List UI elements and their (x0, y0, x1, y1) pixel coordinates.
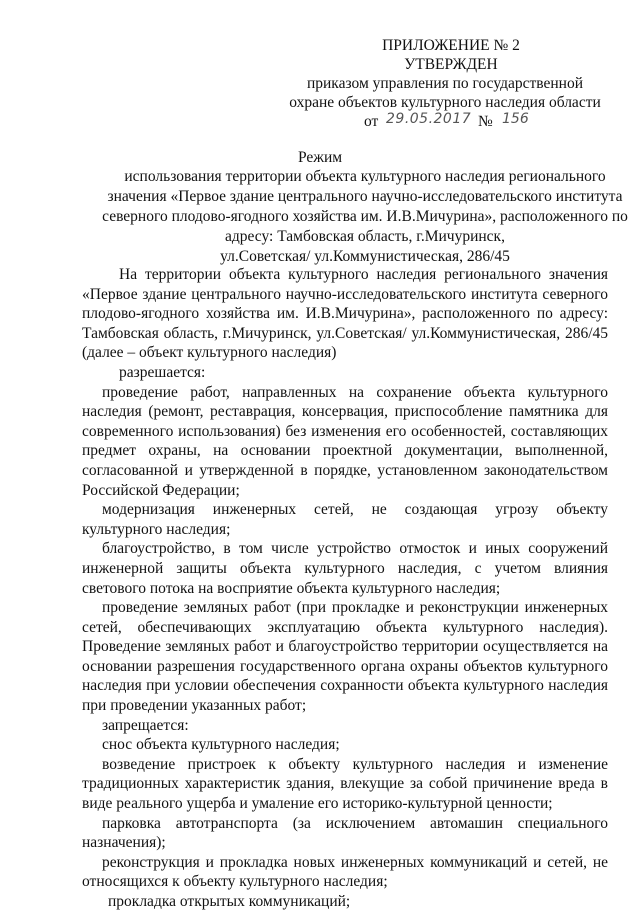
appendix-number: ПРИЛОЖЕНИЕ № 2 (382, 37, 520, 54)
number-label: № (478, 113, 493, 130)
forbidden-item: возведение пристроек к объекту культурного наследия и изменение традиционных характеристик здания, влекущие за собой причинение вреда в виде реального ущерба и умаление его историко-культурной ценности; (82, 755, 608, 813)
allowed-item: проведение работ, направленных на сохранение объекта культурного наследия (ремонт, реставрация, консервация, приспособление памятника для современного использования) без изменения его особенностей, составляющих предмет охраны, на основании проектной документации, выполненной, согласованной и утвержденной в порядке, установленном законодательством Российской Федерации; (82, 383, 608, 499)
subtitle-line: адресу: Тамбовская область, г.Мичуринск, (225, 228, 505, 245)
forbidden-label: запрещается: (102, 716, 189, 734)
intro-paragraph: На территории объекта культурного наследия регионального значения «Первое здание центрального научно-исследовательского института северного плодово-ягодного хозяйства им. И.В.Мичурина», расположенного по адресу: Тамбовская область, г.Мичуринск, ул.Советская/ ул.Коммунистическая, 286/45 (далее – объект культурного наследия) (82, 266, 608, 362)
subtitle-line: северного плодово-ягодного хозяйства им. И.В.Мичурина», расположенного по (102, 208, 628, 225)
order-line-1: приказом управления по государственной (306, 75, 584, 92)
subtitle-line: значения «Первое здание центрального научно-исследовательского института (107, 188, 623, 205)
allowed-item: модернизация инженерных сетей, не создающая угрозу объекту культурного наследия; (82, 501, 608, 538)
forbidden-item: прокладка открытых коммуникаций; (108, 893, 351, 910)
subtitle-line: использования территории объекта культурного наследия регионального (124, 168, 606, 185)
handwritten-date: 29.05.2017 (386, 111, 472, 127)
subtitle-line: ул.Советская/ ул.Коммунистическая, 286/45 (220, 248, 510, 265)
allowed-item: благоустройство, в том числе устройство отмосток и иных сооружений инженерной защиты объекта культурного наследия, с учетом влияния светового потока на восприятие объекта культурного наследия; (82, 540, 608, 597)
approval-block (260, 36, 630, 131)
order-line-2: охране объектов культурного наследия области (289, 94, 601, 111)
forbidden-item: реконструкция и прокладка новых инженерных коммуникаций и сетей, не относящихся к объекту культурного наследия; (82, 853, 608, 891)
approved-label: УТВЕРЖДЕН (404, 56, 498, 73)
handwritten-number: 156 (502, 111, 529, 127)
allowed-item: проведение земляных работ (при прокладке и реконструкции инженерных сетей, обеспечивающих эксплуатацию объекта культурного наследия). Проведение земляных работ и благоустройство территории осуществляется на основании разрешения государственного органа охраны объектов культурного наследия при условии обеспечения сохранности объекта культурного наследия при проведении указанных работ; (82, 599, 608, 715)
from-label: от (364, 113, 379, 130)
regime-subtitle (90, 167, 640, 267)
forbidden-item: парковка автотранспорта (за исключением автомашин специального назначения); (82, 814, 608, 852)
allowed-label: разрешается: (119, 363, 206, 381)
date-number-row (260, 112, 630, 131)
regime-heading: Режим (297, 149, 343, 166)
regime-body (82, 265, 608, 912)
forbidden-item: снос объекта культурного наследия; (102, 736, 340, 754)
